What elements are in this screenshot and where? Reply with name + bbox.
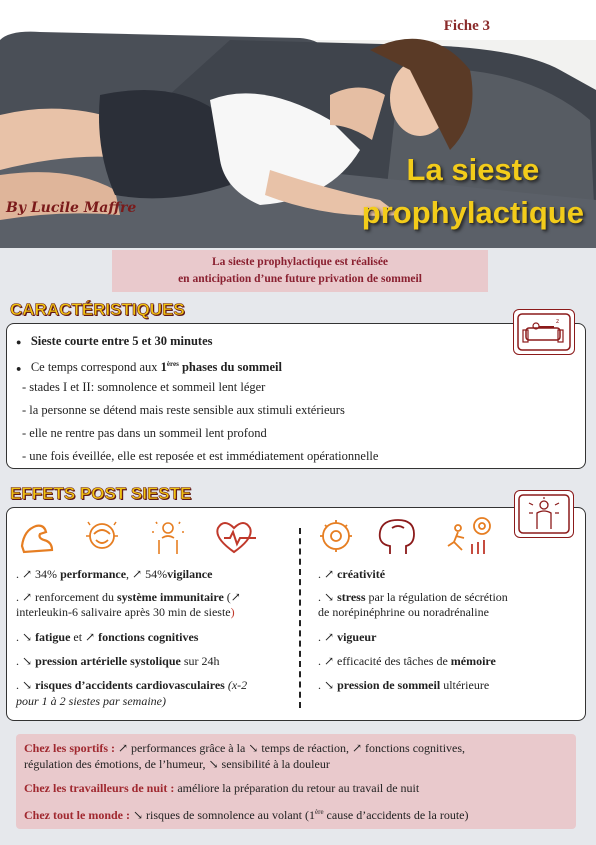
effet-left-2: . ↗ renforcement du système immunitaire (↗ — [16, 590, 241, 604]
column-divider — [299, 528, 301, 708]
carac-sub-4: - une fois éveillée, elle est reposée et est immédiatement opérationnelle — [22, 449, 379, 463]
page-title — [362, 148, 584, 234]
effets-icons-left — [18, 516, 298, 558]
person-glow-icon — [514, 490, 574, 538]
muscle-arm-icon — [22, 526, 52, 552]
sofa-nap-icon — [513, 309, 575, 355]
intro-box — [112, 250, 488, 292]
author-byline: By Lucile Maffre — [6, 200, 137, 216]
carac-sub-2: - la personne se détend mais reste sensible aux stimuli extérieurs — [22, 403, 345, 417]
carac-sub-3: - elle ne rentre pas dans un sommeil lent profond — [22, 426, 267, 440]
svg-text:z: z — [556, 318, 560, 325]
title-line-1: La sieste — [406, 152, 540, 187]
carac-sub-1: - stades I et II: somnolence et sommeil lent léger — [22, 380, 266, 394]
travailleurs-line: Chez les travailleurs de nuit : améliore la préparation du retour au travail de nuit — [24, 781, 420, 795]
intro-line-1: La sieste prophylactique est réalisée — [211, 256, 389, 268]
effet-left-6: pour 1 à 2 siestes par semaine) — [16, 694, 166, 708]
target-groups-box — [16, 734, 576, 829]
tout-le-monde-line: Chez tout le monde : ↘ risques de somnolence au volant (1ère cause d’accidents de la route) — [24, 808, 469, 822]
effet-left-5: . ↘ risques d’accidents cardiovasculaires (x-2 — [16, 678, 248, 692]
runner-target-icon — [448, 518, 490, 554]
title-line-2: prophylactique — [361, 195, 584, 230]
section-title-effets: EFFETS POST SIESTE — [10, 484, 192, 503]
effet-right-5: . ↗ efficacité des tâches de mémoire — [318, 654, 496, 668]
hero-photo — [0, 0, 596, 248]
effet-left-3: . ↘ fatigue et ↗ fonctions cognitives — [16, 630, 199, 644]
effet-right-3: de norépinéphrine ou noradrénaline — [318, 605, 489, 619]
heart-pulse-icon — [217, 523, 256, 552]
brain-gears-icon — [152, 522, 184, 554]
sportifs-line-2: régulation des émotions, de l’humeur, ↘ sensibilité à la douleur — [24, 757, 330, 771]
sportifs-line: Chez les sportifs : ↗ performances grâce à la ↘ temps de réaction, ↗ fonctions cognitives, — [24, 741, 466, 755]
fiche-number: Fiche 3 — [443, 18, 490, 34]
effet-right-1: . ↗ créativité — [318, 567, 386, 581]
section-title-caracteristiques: CARACTÉRISTIQUES — [10, 300, 185, 319]
brain-gears-icon — [320, 520, 352, 552]
effet-right-4: . ↗ vigueur — [318, 630, 377, 644]
effet-right-2: . ↘ stress par la régulation de sécrétion — [318, 590, 508, 604]
effets-icons-right — [318, 514, 498, 558]
carac-bullet-1: ● Sieste courte entre 5 et 30 minutes — [16, 334, 213, 348]
head-brain-icon — [380, 520, 414, 554]
effet-left-1: . ↗ 34% performance, ↗ 54%vigilance — [16, 567, 213, 581]
intro-line-2: en anticipation d’une future privation de sommeil — [178, 273, 422, 285]
effet-left-4: . ↘ pression artérielle systolique sur 24h — [16, 654, 220, 668]
carac-bullet-2: ● Ce temps correspond aux 1ères phases du sommeil — [16, 360, 282, 375]
effet-left-2b: interleukin-6 salivaire après 30 min de sieste) — [16, 605, 235, 619]
effet-right-6: . ↘ pression de sommeil ultérieure — [318, 678, 490, 692]
brain-stars-icon — [86, 522, 118, 548]
